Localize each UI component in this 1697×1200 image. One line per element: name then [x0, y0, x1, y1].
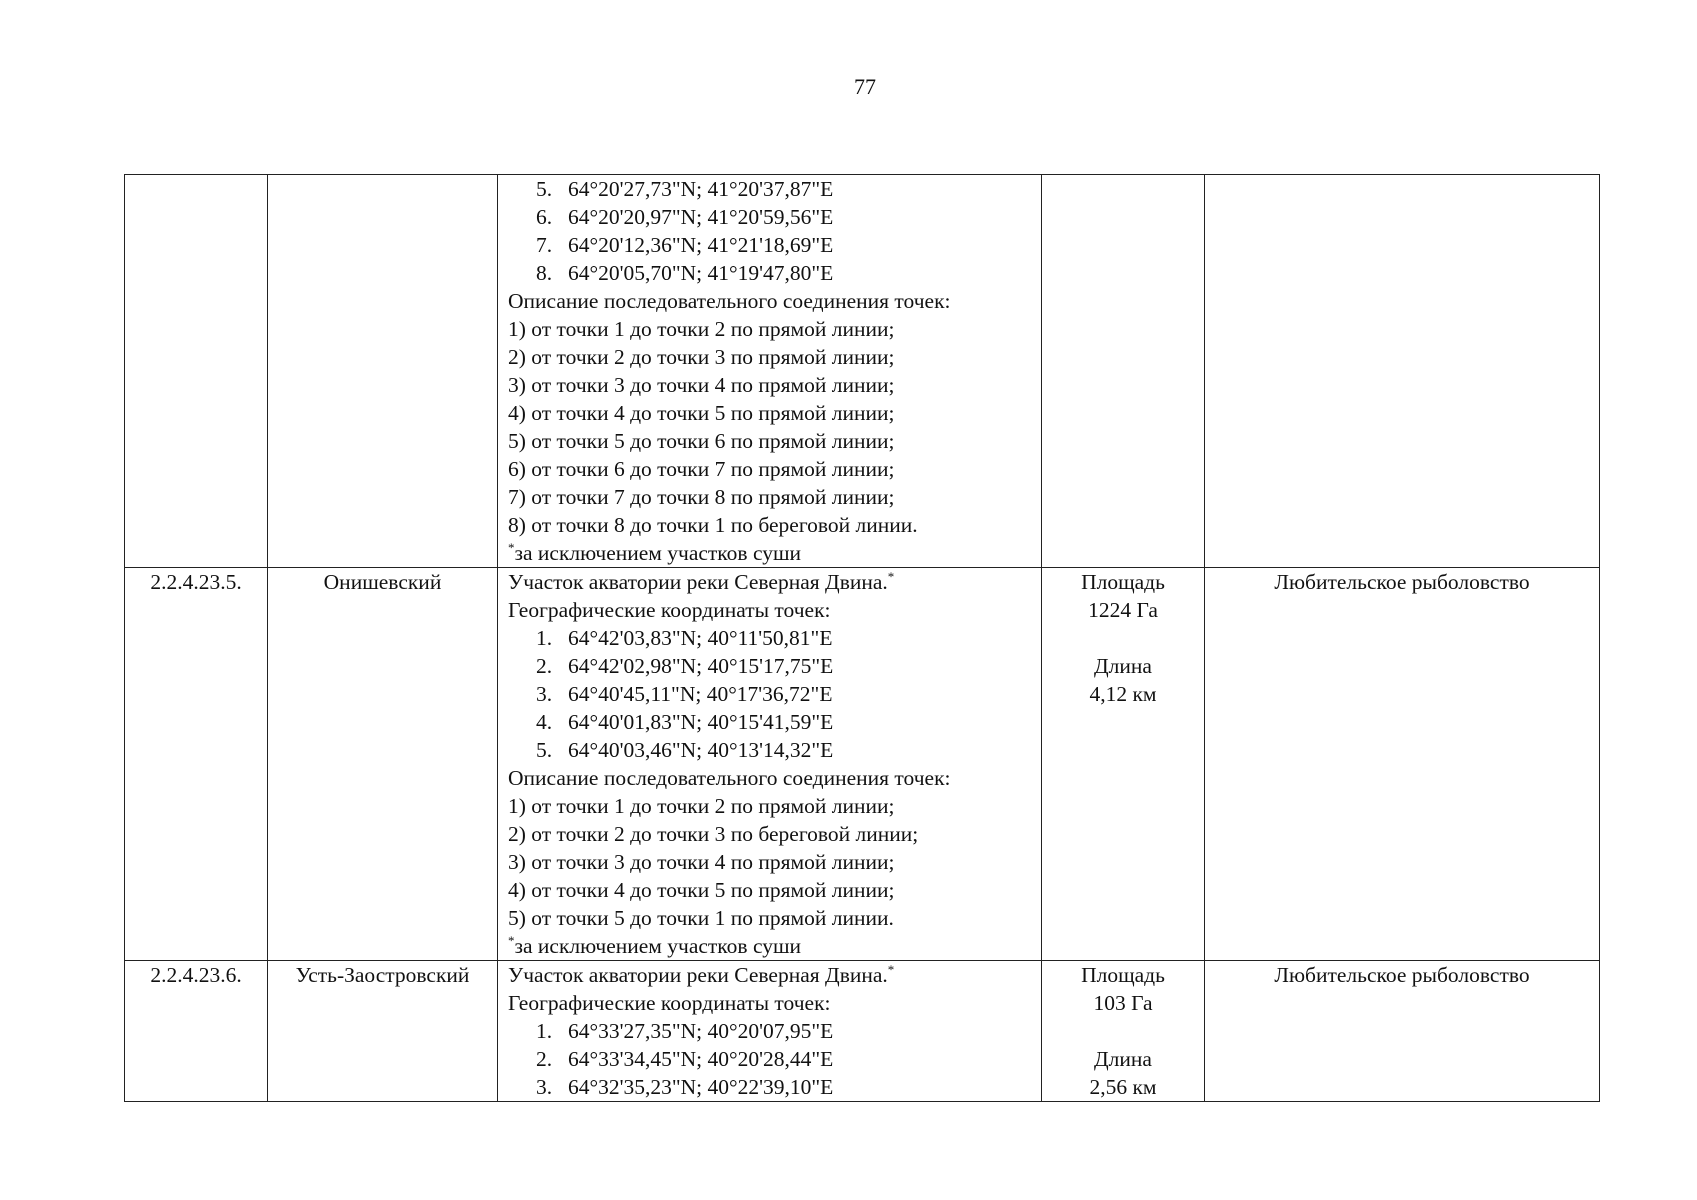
row-description-cell	[498, 568, 1042, 961]
row-metrics-cell	[1042, 175, 1205, 568]
coordinate-point: 6. 64°20'20,97"N; 41°20'59,56"E	[536, 205, 834, 229]
coordinate-point: 2. 64°33'34,45"N; 40°20'28,44"E	[536, 1047, 834, 1071]
fishing-areas-table	[124, 174, 1600, 1102]
coordinate-point: 7. 64°20'12,36"N; 41°21'18,69"E	[536, 233, 834, 257]
coordinate-point: 5. 64°40'03,46"N; 40°13'14,32"E	[536, 738, 834, 762]
connection-title: Описание последовательного соединения точек:	[508, 766, 951, 790]
length-value: 4,12 км	[1089, 682, 1157, 706]
connection-item: 8) от точки 8 до точки 1 по береговой линии.	[508, 513, 918, 537]
row-description-cell	[498, 961, 1042, 1102]
connection-item: 1) от точки 1 до точки 2 по прямой линии;	[508, 794, 895, 818]
connection-item: 5) от точки 5 до точки 1 по прямой линии.	[508, 906, 894, 930]
row-number-cell: 2.2.4.23.5.	[125, 568, 268, 961]
connection-item: 7) от точки 7 до точки 8 по прямой линии;	[508, 485, 895, 509]
page-number: 77	[854, 74, 876, 99]
row-number-cell	[125, 175, 268, 568]
connection-item: 1) от точки 1 до точки 2 по прямой линии;	[508, 317, 895, 341]
coordinate-point: 1. 64°33'27,35"N; 40°20'07,95"E	[536, 1019, 834, 1043]
row-name-cell: Усть-Заостровский	[268, 961, 498, 1102]
connection-title: Описание последовательного соединения точек:	[508, 289, 951, 313]
coords-title: Географические координаты точек:	[508, 991, 831, 1015]
area-label: Площадь	[1081, 963, 1165, 987]
area-value: 1224 Га	[1088, 598, 1158, 622]
length-value: 2,56 км	[1089, 1075, 1157, 1099]
area-value: 103 Га	[1093, 991, 1153, 1015]
area-title: Участок акватории реки Северная Двина.*	[508, 961, 895, 987]
row-purpose-cell: Любительское рыболовство	[1205, 568, 1600, 961]
row-number-cell: 2.2.4.23.6.	[125, 961, 268, 1102]
length-label: Длина	[1094, 1047, 1152, 1071]
area-title: Участок акватории реки Северная Двина.*	[508, 568, 895, 594]
table-row	[125, 961, 1600, 1102]
row-description-cell	[498, 175, 1042, 568]
connection-item: 2) от точки 2 до точки 3 по береговой линии;	[508, 822, 919, 846]
footnote: *за исключением участков суши	[508, 932, 802, 958]
area-label: Площадь	[1081, 570, 1165, 594]
connection-item: 3) от точки 3 до точки 4 по прямой линии;	[508, 850, 895, 874]
row-purpose-cell: Любительское рыболовство	[1205, 961, 1600, 1102]
table-row	[125, 568, 1600, 961]
row-purpose-cell	[1205, 175, 1600, 568]
row-metrics-cell	[1042, 961, 1205, 1102]
length-label: Длина	[1094, 654, 1152, 678]
footnote: *за исключением участков суши	[508, 539, 802, 565]
coordinate-point: 3. 64°40'45,11"N; 40°17'36,72"E	[536, 682, 833, 706]
connection-item: 2) от точки 2 до точки 3 по прямой линии;	[508, 345, 895, 369]
connection-item: 6) от точки 6 до точки 7 по прямой линии;	[508, 457, 895, 481]
row-name-cell: Онишевский	[268, 568, 498, 961]
row-name-cell	[268, 175, 498, 568]
table-row	[125, 175, 1600, 568]
coordinate-point: 5. 64°20'27,73"N; 41°20'37,87"E	[536, 177, 834, 201]
coordinate-point: 3. 64°32'35,23"N; 40°22'39,10"E	[536, 1075, 834, 1099]
connection-item: 4) от точки 4 до точки 5 по прямой линии;	[508, 401, 895, 425]
coords-title: Географические координаты точек:	[508, 598, 831, 622]
connection-item: 5) от точки 5 до точки 6 по прямой линии;	[508, 429, 895, 453]
coordinate-point: 4. 64°40'01,83"N; 40°15'41,59"E	[536, 710, 834, 734]
connection-item: 3) от точки 3 до точки 4 по прямой линии;	[508, 373, 895, 397]
coordinate-point: 8. 64°20'05,70"N; 41°19'47,80"E	[536, 261, 834, 285]
coordinate-point: 2. 64°42'02,98"N; 40°15'17,75"E	[536, 654, 834, 678]
row-metrics-cell	[1042, 568, 1205, 961]
coordinate-point: 1. 64°42'03,83"N; 40°11'50,81"E	[536, 626, 833, 650]
connection-item: 4) от точки 4 до точки 5 по прямой линии;	[508, 878, 895, 902]
